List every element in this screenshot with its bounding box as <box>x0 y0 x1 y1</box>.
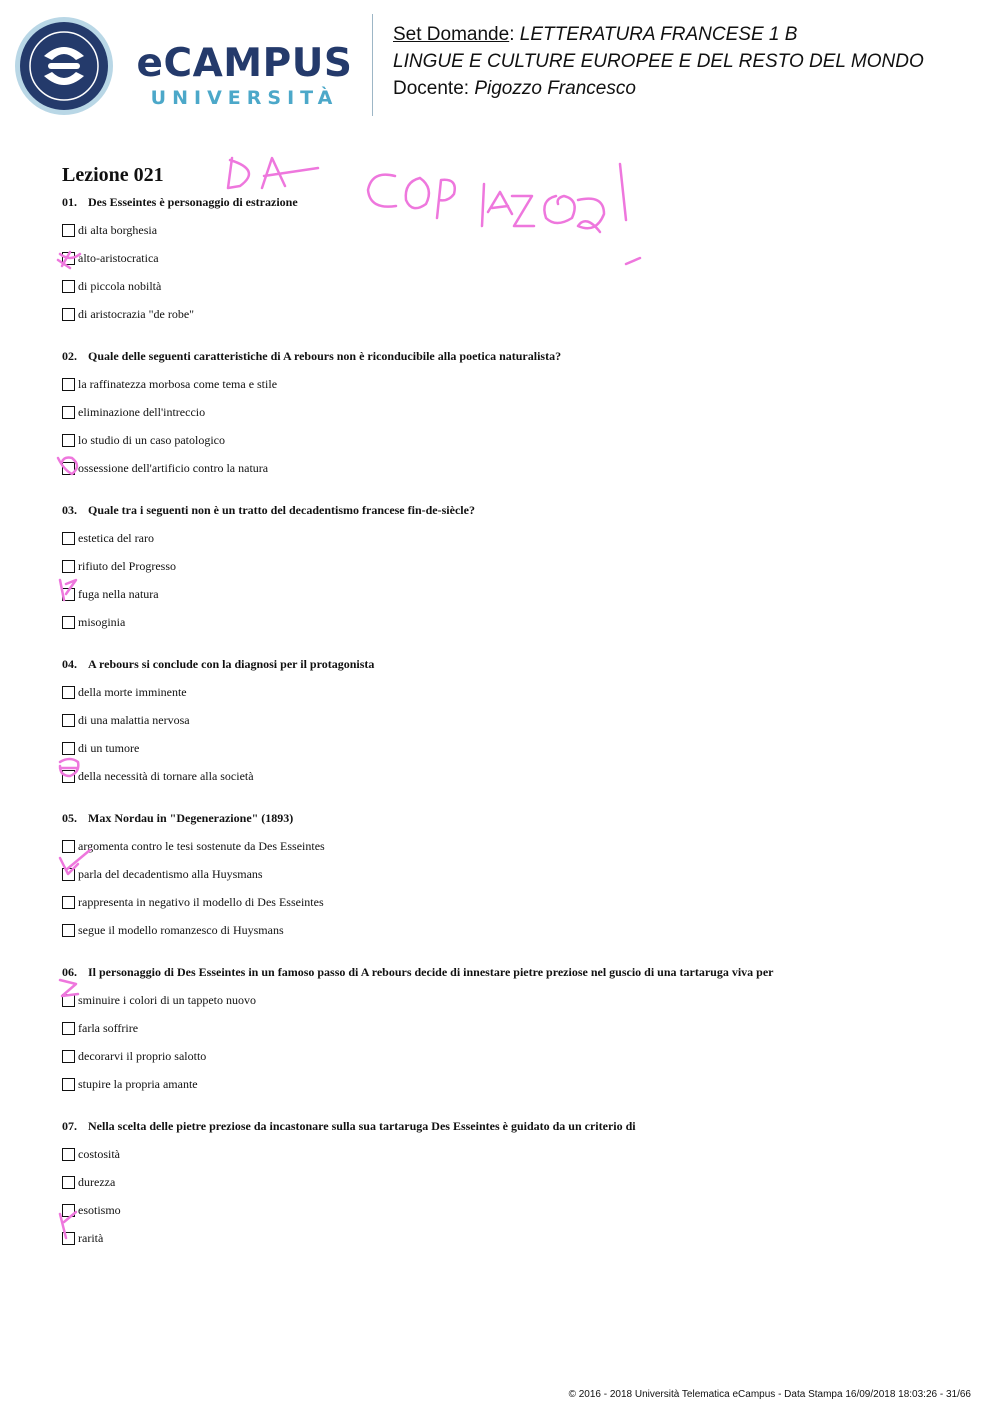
answer-option[interactable] <box>62 734 962 762</box>
answer-label: eliminazione dell'intreccio <box>78 404 206 419</box>
question-number: 02. <box>62 349 77 363</box>
answer-label: ossessione dell'artificio contro la natura <box>78 460 269 475</box>
answer-checkbox[interactable] <box>62 994 75 1007</box>
answer-option[interactable] <box>62 272 962 300</box>
course-name: LETTERATURA FRANCESE 1 B <box>519 24 798 45</box>
docente-name: Pigozzo Francesco <box>474 78 636 99</box>
answer-option[interactable] <box>62 580 962 608</box>
answer-label: costosità <box>78 1146 120 1161</box>
answer-label: farla soffrire <box>78 1020 139 1035</box>
answer-option[interactable] <box>62 706 962 734</box>
answer-option[interactable] <box>62 426 962 454</box>
answer-checkbox[interactable] <box>62 462 75 475</box>
answer-checkbox[interactable] <box>62 588 75 601</box>
answer-option[interactable] <box>62 300 962 328</box>
docente-line <box>393 75 924 102</box>
header-divider <box>372 14 373 116</box>
answer-checkbox[interactable] <box>62 1204 75 1217</box>
answer-checkbox[interactable] <box>62 924 75 937</box>
answer-label: di una malattia nervosa <box>78 712 190 727</box>
question-list <box>62 194 962 1252</box>
answer-checkbox[interactable] <box>62 560 75 573</box>
question-block <box>62 348 962 482</box>
question-number: 05. <box>62 811 77 825</box>
question-number: 07. <box>62 1119 77 1133</box>
answer-label: rappresenta in negativo il modello di Des Esseintes <box>78 894 324 909</box>
answer-option[interactable] <box>62 244 962 272</box>
question-text <box>62 964 962 980</box>
question-block <box>62 656 962 790</box>
answer-option[interactable] <box>62 1196 962 1224</box>
answer-label: segue il modello romanzesco di Huysmans <box>78 922 284 937</box>
answer-option[interactable] <box>62 1070 962 1098</box>
answer-checkbox[interactable] <box>62 616 75 629</box>
ecampus-logo-icon <box>14 16 114 116</box>
question-number: 01. <box>62 195 77 209</box>
question-block <box>62 194 962 328</box>
answer-checkbox[interactable] <box>62 742 75 755</box>
answer-label: decorarvi il proprio salotto <box>78 1048 207 1063</box>
question-text <box>62 1118 962 1134</box>
answer-label: rarità <box>78 1230 104 1245</box>
question-label: Nella scelta delle pietre preziose da incastonare sulla sua tartaruga Des Esseintes è guidato da un criterio di <box>88 1119 636 1133</box>
question-label: Quale delle seguenti caratteristiche di A rebours non è riconducibile alla poetica naturalista? <box>88 349 562 363</box>
question-label: Max Nordau in "Degenerazione" (1893) <box>88 811 294 825</box>
answer-checkbox[interactable] <box>62 434 75 447</box>
docente-label: Docente: <box>393 78 470 99</box>
answer-label: la raffinatezza morbosa come tema e stile <box>78 376 278 391</box>
answer-option[interactable] <box>62 986 962 1014</box>
question-text <box>62 194 962 210</box>
program-name: LINGUE E CULTURE EUROPEE E DEL RESTO DEL MONDO <box>393 51 924 72</box>
answer-checkbox[interactable] <box>62 1148 75 1161</box>
answer-option[interactable] <box>62 1224 962 1252</box>
answer-label: lo studio di un caso patologico <box>78 432 225 447</box>
question-text <box>62 502 962 518</box>
answer-option[interactable] <box>62 398 962 426</box>
answer-checkbox[interactable] <box>62 896 75 909</box>
set-info <box>393 21 924 102</box>
answer-checkbox[interactable] <box>62 280 75 293</box>
answer-checkbox[interactable] <box>62 378 75 391</box>
answer-checkbox[interactable] <box>62 224 75 237</box>
answer-option[interactable] <box>62 678 962 706</box>
answer-checkbox[interactable] <box>62 1022 75 1035</box>
answer-label: di piccola nobiltà <box>78 278 162 293</box>
answer-label: di aristocrazia "de robe" <box>78 306 195 321</box>
answer-label: della necessità di tornare alla società <box>78 768 254 783</box>
answer-checkbox[interactable] <box>62 868 75 881</box>
lesson-title: Lezione 021 <box>62 164 164 186</box>
answer-checkbox[interactable] <box>62 1050 75 1063</box>
answer-option[interactable] <box>62 1140 962 1168</box>
question-block <box>62 502 962 636</box>
question-number: 06. <box>62 965 77 979</box>
answer-option[interactable] <box>62 454 962 482</box>
answer-option[interactable] <box>62 1168 962 1196</box>
question-block <box>62 964 962 1098</box>
logo-brand: eCAMPUS <box>136 41 353 86</box>
answer-label: della morte imminente <box>78 684 187 699</box>
answer-label: argomenta contro le tesi sostenute da Des Esseintes <box>78 838 325 853</box>
answer-label: sminuire i colori di un tappeto nuovo <box>78 992 256 1007</box>
program-line <box>393 48 924 75</box>
answer-checkbox[interactable] <box>62 1078 75 1091</box>
answer-label: fuga nella natura <box>78 586 159 601</box>
answer-label: di alta borghesia <box>78 222 158 237</box>
question-number: 04. <box>62 657 77 671</box>
answer-checkbox[interactable] <box>62 308 75 321</box>
answer-option[interactable] <box>62 916 962 944</box>
answer-option[interactable] <box>62 888 962 916</box>
answer-checkbox[interactable] <box>62 1176 75 1189</box>
set-label: Set Domande <box>393 24 510 45</box>
answer-option[interactable] <box>62 552 962 580</box>
answer-option[interactable] <box>62 1042 962 1070</box>
question-text <box>62 656 962 672</box>
question-label: Quale tra i seguenti non è un tratto del decadentismo francese fin-de-siècle? <box>88 503 475 517</box>
answer-checkbox[interactable] <box>62 770 75 783</box>
question-text <box>62 810 962 826</box>
answer-label: rifiuto del Progresso <box>78 558 176 573</box>
set-line: Set Domande: LETTERATURA FRANCESE 1 B <box>393 24 798 45</box>
answer-checkbox[interactable] <box>62 532 75 545</box>
answer-option[interactable] <box>62 832 962 860</box>
logo-wordmark <box>132 42 357 110</box>
lesson-content <box>62 160 962 1272</box>
answer-checkbox[interactable] <box>62 1232 75 1245</box>
answer-checkbox[interactable] <box>62 714 75 727</box>
logo-subtitle: UNIVERSITÀ <box>150 87 339 109</box>
answer-option[interactable] <box>62 216 962 244</box>
answer-label: parla del decadentismo alla Huysmans <box>78 866 263 881</box>
answer-label: alto-aristocratica <box>78 250 159 265</box>
footer: © 2016 - 2018 Università Telematica eCampus - Data Stampa 16/09/2018 18:03:26 - 31/66 <box>568 1389 971 1400</box>
answer-checkbox[interactable] <box>62 686 75 699</box>
answer-label: estetica del raro <box>78 530 154 545</box>
question-block <box>62 810 962 944</box>
question-label: Des Esseintes è personaggio di estrazione <box>88 195 298 209</box>
answer-label: durezza <box>78 1174 116 1189</box>
page-header <box>0 0 1000 130</box>
question-number: 03. <box>62 503 77 517</box>
answer-option[interactable] <box>62 370 962 398</box>
answer-option[interactable] <box>62 762 962 790</box>
question-label: A rebours si conclude con la diagnosi per il protagonista <box>88 657 375 671</box>
answer-option[interactable] <box>62 860 962 888</box>
answer-label: stupire la propria amante <box>78 1076 198 1091</box>
answer-label: esotismo <box>78 1202 121 1217</box>
answer-label: di un tumore <box>78 740 140 755</box>
answer-option[interactable] <box>62 608 962 636</box>
answer-option[interactable] <box>62 1014 962 1042</box>
question-text <box>62 348 962 364</box>
answer-checkbox[interactable] <box>62 840 75 853</box>
answer-checkbox[interactable] <box>62 252 75 265</box>
answer-option[interactable] <box>62 524 962 552</box>
answer-label: misoginia <box>78 614 126 629</box>
question-label: Il personaggio di Des Esseintes in un famoso passo di A rebours decide di innestare pietre preziose nel guscio di una tartaruga viva per <box>88 965 774 979</box>
question-block <box>62 1118 962 1252</box>
answer-checkbox[interactable] <box>62 406 75 419</box>
